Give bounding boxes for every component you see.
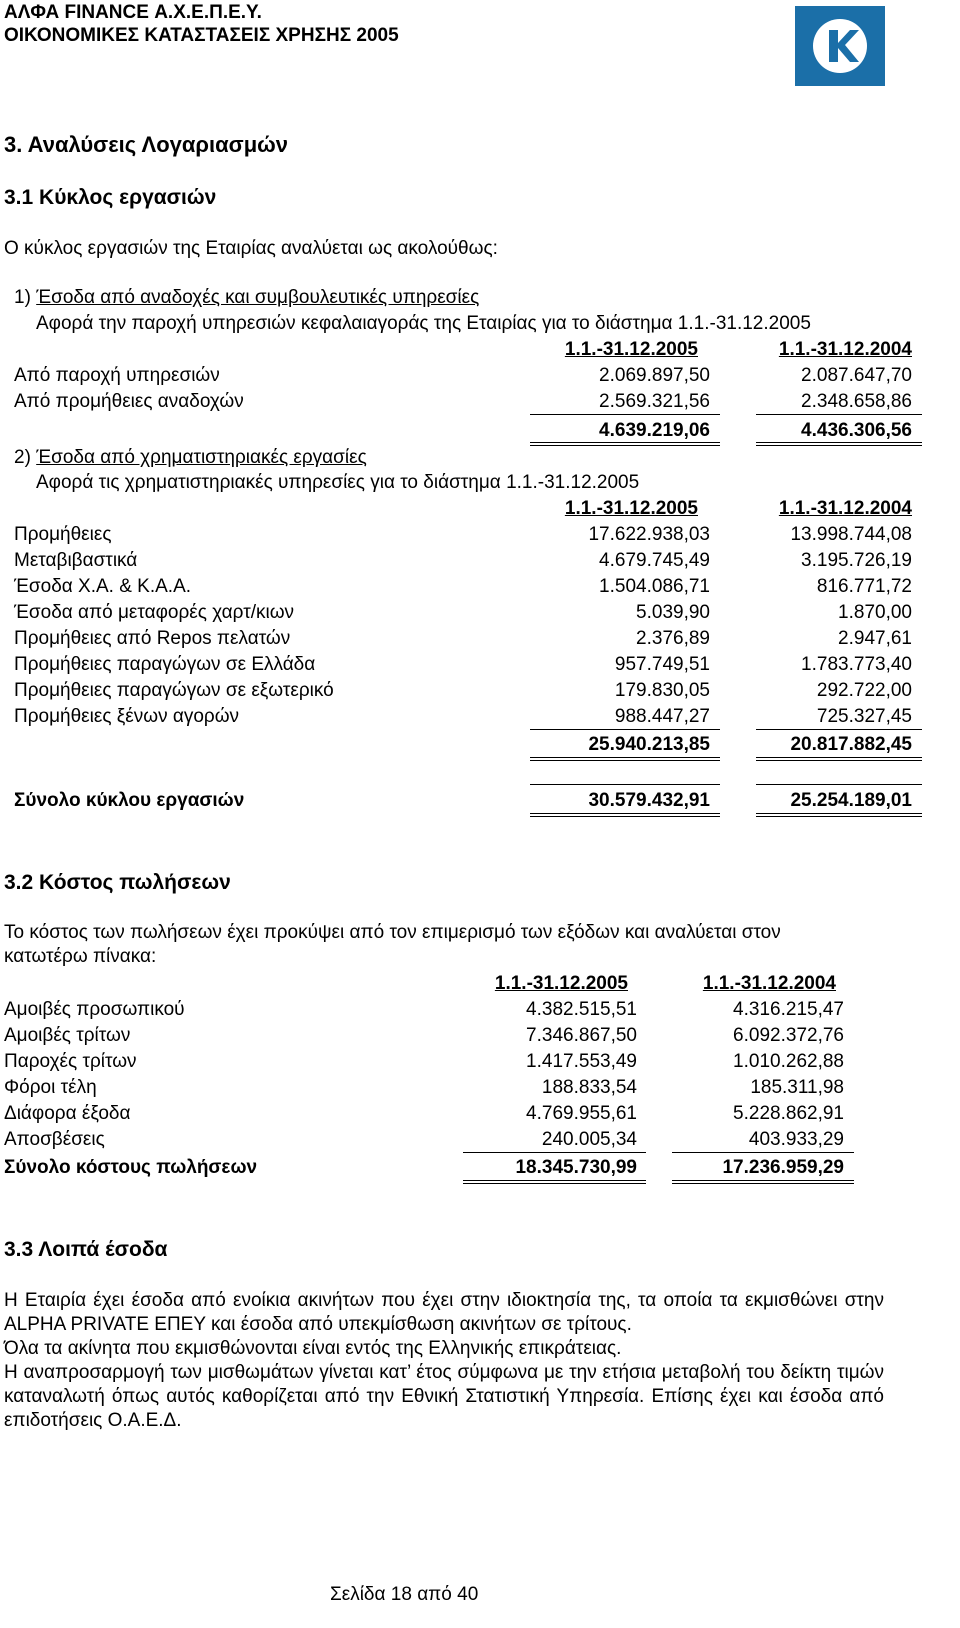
paragraph: Η Εταιρία έχει έσοδα από ενοίκια ακινήτων που έχει στην ιδιοκτησία της, τα οποία τα εκμισθώνει στην ALPHA PRIVATE ΕΠΕΥ και έσοδα από υπεκμίσθωση ακινήτων σε τρίτους. bbox=[4, 1290, 884, 1335]
row-label: Προμήθειες παραγώγων σε Ελλάδα bbox=[14, 654, 316, 675]
row-value-2005: 1.504.086,71 bbox=[599, 576, 710, 597]
row-value-2004: 725.327,45 bbox=[816, 706, 912, 727]
subtotal-rule bbox=[672, 1152, 854, 1153]
grand-total-label: Σύνολο κύκλου εργασιών bbox=[14, 790, 245, 811]
subtotal-rule bbox=[530, 729, 720, 730]
row-value-2005: 240.005,34 bbox=[541, 1129, 637, 1150]
row-value-2005: 7.346.867,50 bbox=[526, 1025, 637, 1046]
row-value-2005: 2.376,89 bbox=[636, 628, 710, 649]
part2-heading-text: Έσοδα από χρηματιστηριακές εργασίες bbox=[36, 447, 367, 468]
subtotal-rule bbox=[530, 414, 720, 415]
total-double-rule bbox=[463, 1180, 646, 1184]
row-value-2005: 17.622.938,03 bbox=[588, 524, 710, 545]
subtotal-rule bbox=[756, 414, 922, 415]
section-title: 3. Αναλύσεις Λογαριασμών bbox=[4, 132, 288, 157]
row-value-2004: 403.933,29 bbox=[748, 1129, 844, 1150]
row-value-2005: 179.830,05 bbox=[614, 680, 710, 701]
row-value-2005: 957.749,51 bbox=[614, 654, 710, 675]
row-value-2004: 1.870,00 bbox=[838, 602, 912, 623]
total-double-rule bbox=[530, 757, 720, 761]
company-name: ΑΛΦΑ FINANCE Α.Χ.Ε.Π.Ε.Υ. bbox=[4, 2, 262, 23]
other-income-text bbox=[4, 1289, 884, 1433]
row-value-2004: 185.311,98 bbox=[750, 1077, 844, 1098]
row-value-2004: 292.722,00 bbox=[816, 680, 912, 701]
paragraph: Όλα τα ακίνητα που εκμισθώνονται είναι εντός της Ελληνικής επικράτειας. bbox=[4, 1338, 622, 1359]
subtotal-rule bbox=[756, 729, 922, 730]
total-double-rule bbox=[756, 757, 922, 761]
col-header-2005: 1.1.-31.12.2005 bbox=[564, 339, 698, 360]
part1-total-2005: 4.639.219,06 bbox=[599, 420, 710, 441]
row-value-2004: 5.228.862,91 bbox=[733, 1103, 844, 1124]
row-label: Αποσβέσεις bbox=[4, 1129, 105, 1150]
row-label: Αμοιβές τρίτων bbox=[4, 1025, 131, 1046]
row-value-2005: 5.039,90 bbox=[636, 602, 710, 623]
row-value-2005: 4.769.955,61 bbox=[526, 1103, 637, 1124]
intro-line-1: Το κόστος των πωλήσεων έχει προκύψει από τον επιμερισμό των εξόδων και αναλύεται στον bbox=[4, 922, 781, 943]
total-double-rule bbox=[672, 1180, 854, 1184]
part1-heading-text: Έσοδα από αναδοχές και συμβουλευτικές υπηρεσίες bbox=[36, 287, 480, 308]
part2-total-2004: 20.817.882,45 bbox=[790, 734, 912, 755]
subtotal-rule bbox=[463, 1152, 646, 1153]
row-label: Παροχές τρίτων bbox=[4, 1051, 137, 1072]
paragraph: Η αναπροσαρμογή των μισθωμάτων γίνεται κατ’ έτος σύμφωνα με την ετήσια μεταβολή του δείκτη τιμών καταναλωτή όπως αυτός καθορίζεται από την Εθνική Στατιστική Υπηρεσία. Επίσης έχει και έσοδα από επιδοτήσεις Ο.Α.Ε.Δ. bbox=[4, 1362, 884, 1431]
subsection-title-3-1: 3.1 Κύκλος εργασιών bbox=[4, 186, 217, 209]
row-value-2004: 2.348.658,86 bbox=[801, 391, 912, 412]
part1-number: 1) bbox=[14, 287, 37, 308]
intro-line-2: κατωτέρω πίνακα: bbox=[4, 946, 157, 967]
grand-total-rule bbox=[756, 784, 922, 785]
grand-total-2004: 25.254.189,01 bbox=[790, 790, 912, 811]
total-double-rule bbox=[530, 813, 720, 817]
col-header-2004: 1.1.-31.12.2004 bbox=[702, 973, 836, 994]
part2-total-2005: 25.940.213,85 bbox=[588, 734, 710, 755]
row-value-2005: 2.569.321,56 bbox=[599, 391, 710, 412]
row-value-2005: 4.382.515,51 bbox=[526, 999, 637, 1020]
col-header-2004: 1.1.-31.12.2004 bbox=[778, 498, 912, 519]
row-value-2005: 188.833,54 bbox=[541, 1077, 637, 1098]
row-label: Διάφορα έξοδα bbox=[4, 1103, 131, 1124]
row-label: Φόροι τέλη bbox=[4, 1077, 97, 1098]
row-value-2004: 2.947,61 bbox=[838, 628, 912, 649]
row-value-2005: 4.679.745,49 bbox=[599, 550, 710, 571]
col-header-2005: 1.1.-31.12.2005 bbox=[494, 973, 628, 994]
page-number: Σελίδα 18 από 40 bbox=[330, 1584, 479, 1605]
total-double-rule bbox=[756, 442, 922, 446]
part1-description: Αφορά την παροχή υπηρεσιών κεφαλαιαγοράς της Εταιρίας για το διάστημα 1.1.-31.12.2005 bbox=[36, 313, 811, 334]
row-label: Από προμήθειες αναδοχών bbox=[14, 391, 244, 412]
grand-total-rule bbox=[530, 784, 720, 785]
col-header-2005: 1.1.-31.12.2005 bbox=[564, 498, 698, 519]
row-value-2004: 3.195.726,19 bbox=[801, 550, 912, 571]
row-value-2004: 6.092.372,76 bbox=[733, 1025, 844, 1046]
cost-total-label: Σύνολο κόστους πωλήσεων bbox=[4, 1157, 258, 1178]
row-label: Έσοδα από μεταφορές χαρτ/κιων bbox=[14, 602, 295, 623]
intro-text: Ο κύκλος εργασιών της Εταιρίας αναλύεται ως ακολούθως: bbox=[4, 238, 498, 259]
part1-heading bbox=[14, 287, 479, 309]
part2-heading bbox=[14, 447, 367, 469]
row-value-2004: 1.010.262,88 bbox=[733, 1051, 844, 1072]
row-value-2005: 1.417.553,49 bbox=[526, 1051, 637, 1072]
row-label: Έσοδα Χ.Α. & Κ.Α.Α. bbox=[14, 576, 192, 597]
row-label: Προμήθειες παραγώγων σε εξωτερικό bbox=[14, 680, 334, 701]
row-label: Προμήθειες από Repos πελατών bbox=[14, 628, 291, 649]
part2-description: Αφορά τις χρηματιστηριακές υπηρεσίες για το διάστημα 1.1.-31.12.2005 bbox=[36, 472, 640, 493]
cost-total-2005: 18.345.730,99 bbox=[515, 1157, 637, 1178]
row-label: Αμοιβές προσωπικού bbox=[4, 999, 185, 1020]
part2-number: 2) bbox=[14, 447, 37, 468]
report-subtitle: ΟΙΚΟΝΟΜΙΚΕΣ ΚΑΤΑΣΤΑΣΕΙΣ ΧΡΗΣΗΣ 2005 bbox=[4, 25, 399, 46]
row-label: Προμήθειες ξένων αγορών bbox=[14, 706, 240, 727]
grand-total-2005: 30.579.432,91 bbox=[588, 790, 710, 811]
total-double-rule bbox=[756, 813, 922, 817]
row-label: Από παροχή υπηρεσιών bbox=[14, 365, 220, 386]
row-label: Μεταβιβαστικά bbox=[14, 550, 138, 571]
col-header-2004: 1.1.-31.12.2004 bbox=[778, 339, 912, 360]
row-value-2005: 988.447,27 bbox=[614, 706, 710, 727]
subsection-title-3-3: 3.3 Λοιπά έσοδα bbox=[4, 1238, 168, 1261]
subsection-title-3-2: 3.2 Κόστος πωλήσεων bbox=[4, 871, 231, 894]
total-double-rule bbox=[530, 442, 720, 446]
row-value-2005: 2.069.897,50 bbox=[599, 365, 710, 386]
part1-total-2004: 4.436.306,56 bbox=[801, 420, 912, 441]
cost-total-2004: 17.236.959,29 bbox=[722, 1157, 844, 1178]
row-value-2004: 1.783.773,40 bbox=[801, 654, 912, 675]
row-value-2004: 4.316.215,47 bbox=[733, 999, 844, 1020]
row-value-2004: 816.771,72 bbox=[816, 576, 912, 597]
row-value-2004: 13.998.744,08 bbox=[790, 524, 912, 545]
alpha-bank-logo-icon bbox=[795, 6, 885, 86]
row-value-2004: 2.087.647,70 bbox=[801, 365, 912, 386]
row-label: Προμήθειες bbox=[14, 524, 112, 545]
